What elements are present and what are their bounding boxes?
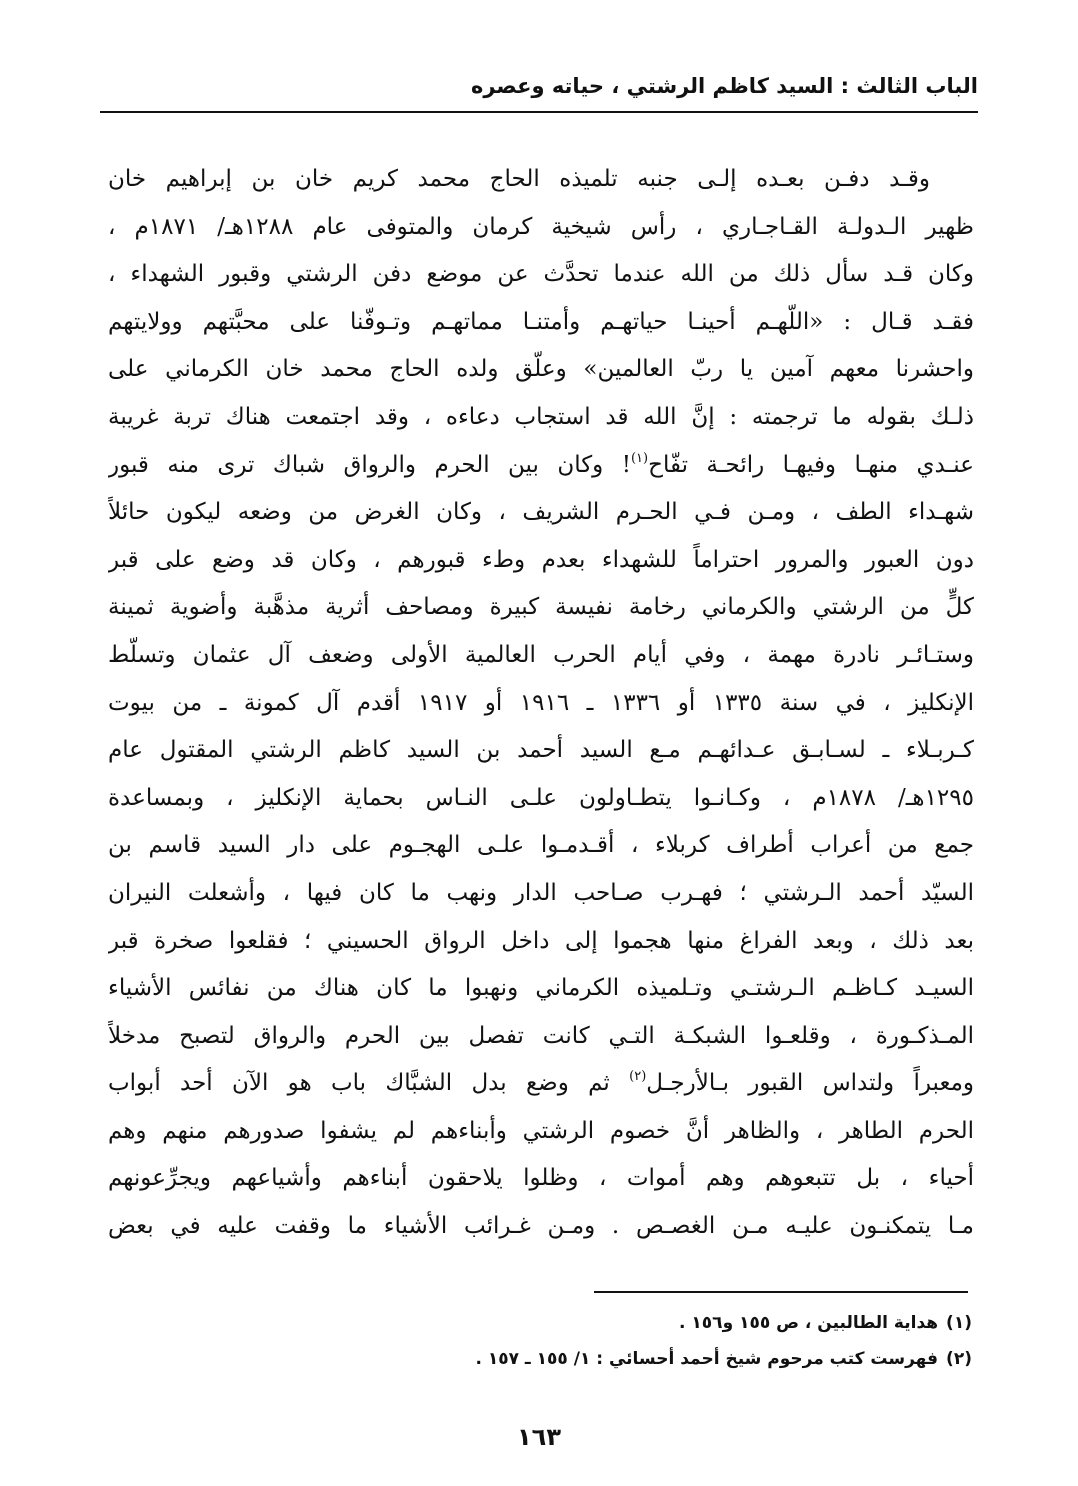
body-line: فقـد قـال : «اللّهـم أحينـا حياتهـم وأمتنـا مماتهـم وتـوفّنا على محبَّتهم وولايتهم <box>108 308 974 335</box>
body-line: جمع من أعراب أطراف كربلاء ، أقـدمـوا علـى الهجـوم على دار السيد قاسم بن <box>108 832 974 859</box>
footnote-1 <box>272 1305 972 1341</box>
body-line: شهـداء الطف ، ومـن فـي الحـرم الشريف ، وكان الغرض من وضعه ليكون حائلاً <box>108 499 974 526</box>
body-line: وقـد دفـن بعـده إلـى جنبه تلميذه الحاج محمد كريم خان بن إبراهيم خان <box>108 166 930 192</box>
body-line <box>108 1060 974 1108</box>
body-line: ظهير الـدولـة القـاجـاري ، رأس شيخية كرمان والمتوفى عام ١٢٨٨هـ/ ١٨٧١م ، <box>108 213 974 240</box>
body-line: الإنكليز ، في سنة ١٣٣٥ أو ١٣٣٦ ـ ١٩١٦ أو ١٩١٧ أقدم آل كمونة ـ من بيوت <box>108 689 974 716</box>
body-line: الحرم الطاهر ، والظاهر أنَّ خصوم الرشتي وأبناءهم لم يشفوا صدورهم منهم وهم <box>108 1117 974 1144</box>
body-line: كلٍّ من الرشتي والكرماني رخامة نفيسة كبيرة ومصاحف أثرية مذهَّبة وأضوية ثمينة <box>108 594 974 621</box>
body-line <box>108 442 974 490</box>
body-line: وكان قـد سأل ذلك من الله عندما تحدَّث عن موضع دفن الرشتي وقبور الشهداء ، <box>108 261 974 288</box>
body-line: ذلـك بقوله ما ترجمته : إنَّ الله قد استجاب دعاءه ، وقد اجتمعت هناك تربة غريبة <box>108 403 974 430</box>
body-line: كـربـلاء ـ لسـابـق عـدائهـم مـع السيد أحمد بن السيد كاظم الرشتي المقتول عام <box>108 737 974 764</box>
footnote-ref-1[interactable]: (١) <box>630 450 649 466</box>
body-line: وستـائـر نادرة مهمة ، وفي أيام الحرب العالمية الأولى وضعف آل عثمان وتسلّط <box>108 641 974 668</box>
body-line-text: عنـدي منهـا وفيهـا رائحـة تفّاح <box>648 451 974 478</box>
body-line: السيـد كـاظـم الـرشتـي وتـلميذه الكرماني ونهبوا ما كان هناك من نفائس الأشياء <box>108 975 974 1002</box>
footnotes <box>272 1305 972 1377</box>
footnote-2 <box>272 1341 972 1377</box>
body-text <box>108 156 974 1251</box>
body-line: بعد ذلك ، وبعد الفراغ منها هجموا إلى داخل الرواق الحسيني ؛ فقلعوا صخرة قبر <box>108 927 974 954</box>
footnote-ref-2[interactable]: (٢) <box>629 1069 647 1085</box>
body-line: المـذكـورة ، وقلعـوا الشبكـة التـي كانت تفصل بين الحرم والرواق لتصبح مدخلاً <box>108 1022 974 1049</box>
body-line: ١٢٩٥هـ/ ١٨٧٨م ، وكـانـوا يتطـاولون علـى النـاس بحماية الإنكليز ، وبمساعدة <box>108 784 974 811</box>
footnote-text: فهرست كتب مرحوم شيخ أحمد أحسائي : ١/ ١٥٥ ـ ١٥٧ . <box>475 1349 939 1369</box>
body-line: واحشرنا معهم آمين يا ربّ العالمين» وعلّق ولده الحاج محمد خان الكرماني على <box>108 356 974 383</box>
footnote-mark: (١) <box>946 1313 972 1333</box>
body-line-text: ومعبراً ولتداس القبور بـالأرجـل <box>646 1070 974 1097</box>
body-line: دون العبور والمرور احتراماً للشهداء بعدم وطء قبورهم ، وكان قد وضع على قبر <box>108 546 974 573</box>
body-line: السيّد أحمد الـرشتي ؛ فهـرب صـاحب الدار ونهب ما كان فيها ، وأشعلت النيران <box>108 879 974 906</box>
body-line-text: ! وكان بين الحرم والرواق شباك ترى منه قبور <box>108 451 631 478</box>
header-rule <box>100 111 978 113</box>
footnote-mark: (٢) <box>946 1349 972 1369</box>
body-line: مـا يتمكنـون عليـه مـن الغصـص . ومـن غـرائب الأشياء ما وقفت عليه في بعض <box>108 1213 974 1240</box>
footnote-text: هداية الطالبين ، ص ١٥٥ و١٥٦ . <box>679 1313 939 1333</box>
running-header: الباب الثالث : السيد كاظم الرشتي ، حياته وعصره <box>470 74 978 98</box>
body-line-text: ثم وضع بدل الشبَّاك باب هو الآن أحد أبواب <box>108 1070 630 1097</box>
page-number: ١٦٣ <box>517 1423 561 1451</box>
footnote-rule <box>594 1291 968 1293</box>
body-line: أحياء ، بل تتبعوهم وهم أموات ، وظلوا يلاحقون أبناءهم وأشياعهم ويجرِّعونهم <box>108 1165 974 1192</box>
